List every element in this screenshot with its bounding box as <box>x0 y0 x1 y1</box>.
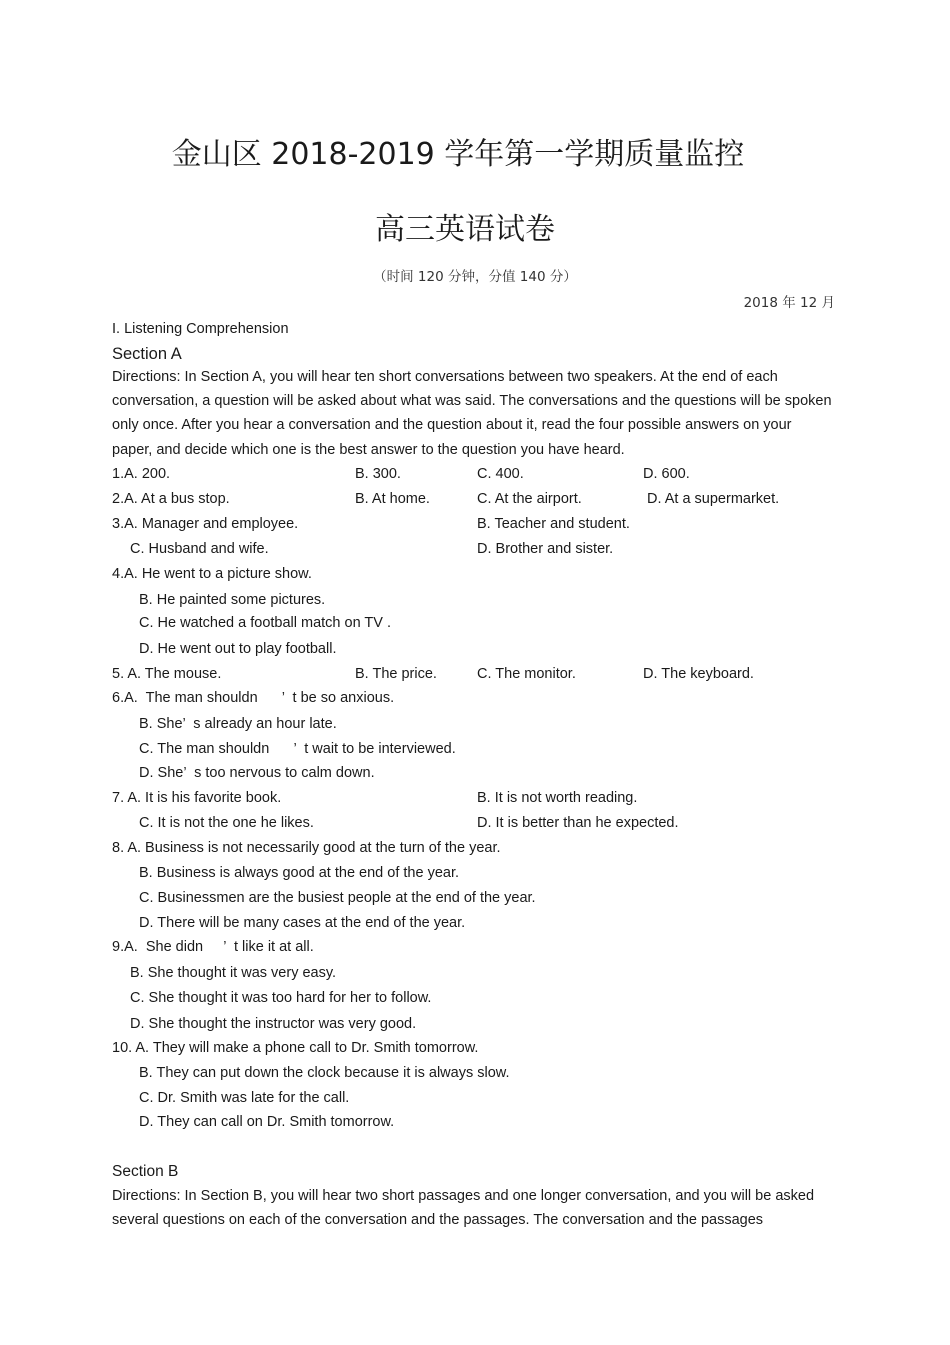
q7-option-a: 7. A. It is his favorite book. <box>112 790 282 806</box>
exam-subtitle: 高三英语试卷 <box>375 212 555 247</box>
q4-option-d: D. He went out to play football. <box>139 641 337 657</box>
q9-option-c: C. She thought it was too hard for her to follow. <box>130 990 432 1006</box>
q6-option-b: B. She’ s already an hour late. <box>139 716 337 732</box>
q4-option-b: B. He painted some pictures. <box>139 592 326 608</box>
q10-option-c: C. Dr. Smith was late for the call. <box>139 1090 350 1106</box>
q9-option-d: D. She thought the instructor was very good. <box>130 1016 417 1032</box>
section-b-heading: Section B <box>112 1163 179 1180</box>
q1-option-a: 1.A. 200. <box>112 466 171 482</box>
q7-option-c: C. It is not the one he likes. <box>139 815 314 831</box>
q3-option-c: C. Husband and wife. <box>130 541 269 557</box>
q6-option-c: C. The man shouldn ’ t wait to be interviewed. <box>139 741 456 757</box>
q4-option-c: C. He watched a football match on TV . <box>139 615 392 631</box>
q2-option-a: 2.A. At a bus stop. <box>112 491 230 507</box>
section-a-heading: Section A <box>112 345 182 363</box>
q8-option-a: 8. A. Business is not necessarily good at the turn of the year. <box>112 840 501 856</box>
q1-option-d: D. 600. <box>643 466 690 482</box>
q6-option-a: 6.A. The man shouldn ’ t be so anxious. <box>112 690 395 706</box>
q7-option-d: D. It is better than he expected. <box>477 815 679 831</box>
q5-option-a: 5. A. The mouse. <box>112 666 222 682</box>
q2-option-d: D. At a supermarket. <box>647 491 780 507</box>
q1-option-b: B. 300. <box>355 466 401 482</box>
exam-time-score-note: （时间 120 分钟，分值 140 分） <box>373 269 577 285</box>
q6-option-d: D. She’ s too nervous to calm down. <box>139 765 375 781</box>
q8-option-d: D. There will be many cases at the end of the year. <box>139 915 466 931</box>
q5-option-c: C. The monitor. <box>477 666 576 682</box>
q5-option-d: D. The keyboard. <box>643 666 754 682</box>
q3-option-a: 3.A. Manager and employee. <box>112 516 299 532</box>
part-heading: I. Listening Comprehension <box>112 321 289 337</box>
q7-option-b: B. It is not worth reading. <box>477 790 638 806</box>
exam-title: 金山区 2018-2019 学年第一学期质量监控 <box>171 137 745 172</box>
q2-option-b: B. At home. <box>355 491 430 507</box>
q5-option-b: B. The price. <box>355 666 437 682</box>
q3-option-b: B. Teacher and student. <box>477 516 630 532</box>
exam-date: 2018 年 12 月 <box>743 295 835 311</box>
q1-option-c: C. 400. <box>477 466 524 482</box>
q10-option-d: D. They can call on Dr. Smith tomorrow. <box>139 1114 395 1130</box>
q8-option-c: C. Businessmen are the busiest people at the end of the year. <box>139 890 536 906</box>
q8-option-b: B. Business is always good at the end of the year. <box>139 865 459 881</box>
q9-option-b: B. She thought it was very easy. <box>130 965 337 981</box>
section-a-directions: Directions: In Section A, you will hear ten short conversations between two speakers. At the end of each conversation, a question will be asked about what was said. The conversations and the questions will be spoken only once. After you hear a conversation and the question about it, read the four possible answers on your paper, and decide which one is the best answer to the question you have heard. <box>112 369 832 458</box>
q10-option-b: B. They can put down the clock because it is always slow. <box>139 1065 510 1081</box>
q2-option-c: C. At the airport. <box>477 491 582 507</box>
q9-option-a: 9.A. She didn ’ t like it at all. <box>112 939 314 955</box>
section-b-directions: Directions: In Section B, you will hear two short passages and one longer conversation, and you will be asked several questions on each of the conversation and the passages. The conversation and the passages <box>112 1188 815 1229</box>
q3-option-d: D. Brother and sister. <box>477 541 614 557</box>
q10-option-a: 10. A. They will make a phone call to Dr. Smith tomorrow. <box>112 1040 479 1056</box>
q4-option-a: 4.A. He went to a picture show. <box>112 566 312 582</box>
